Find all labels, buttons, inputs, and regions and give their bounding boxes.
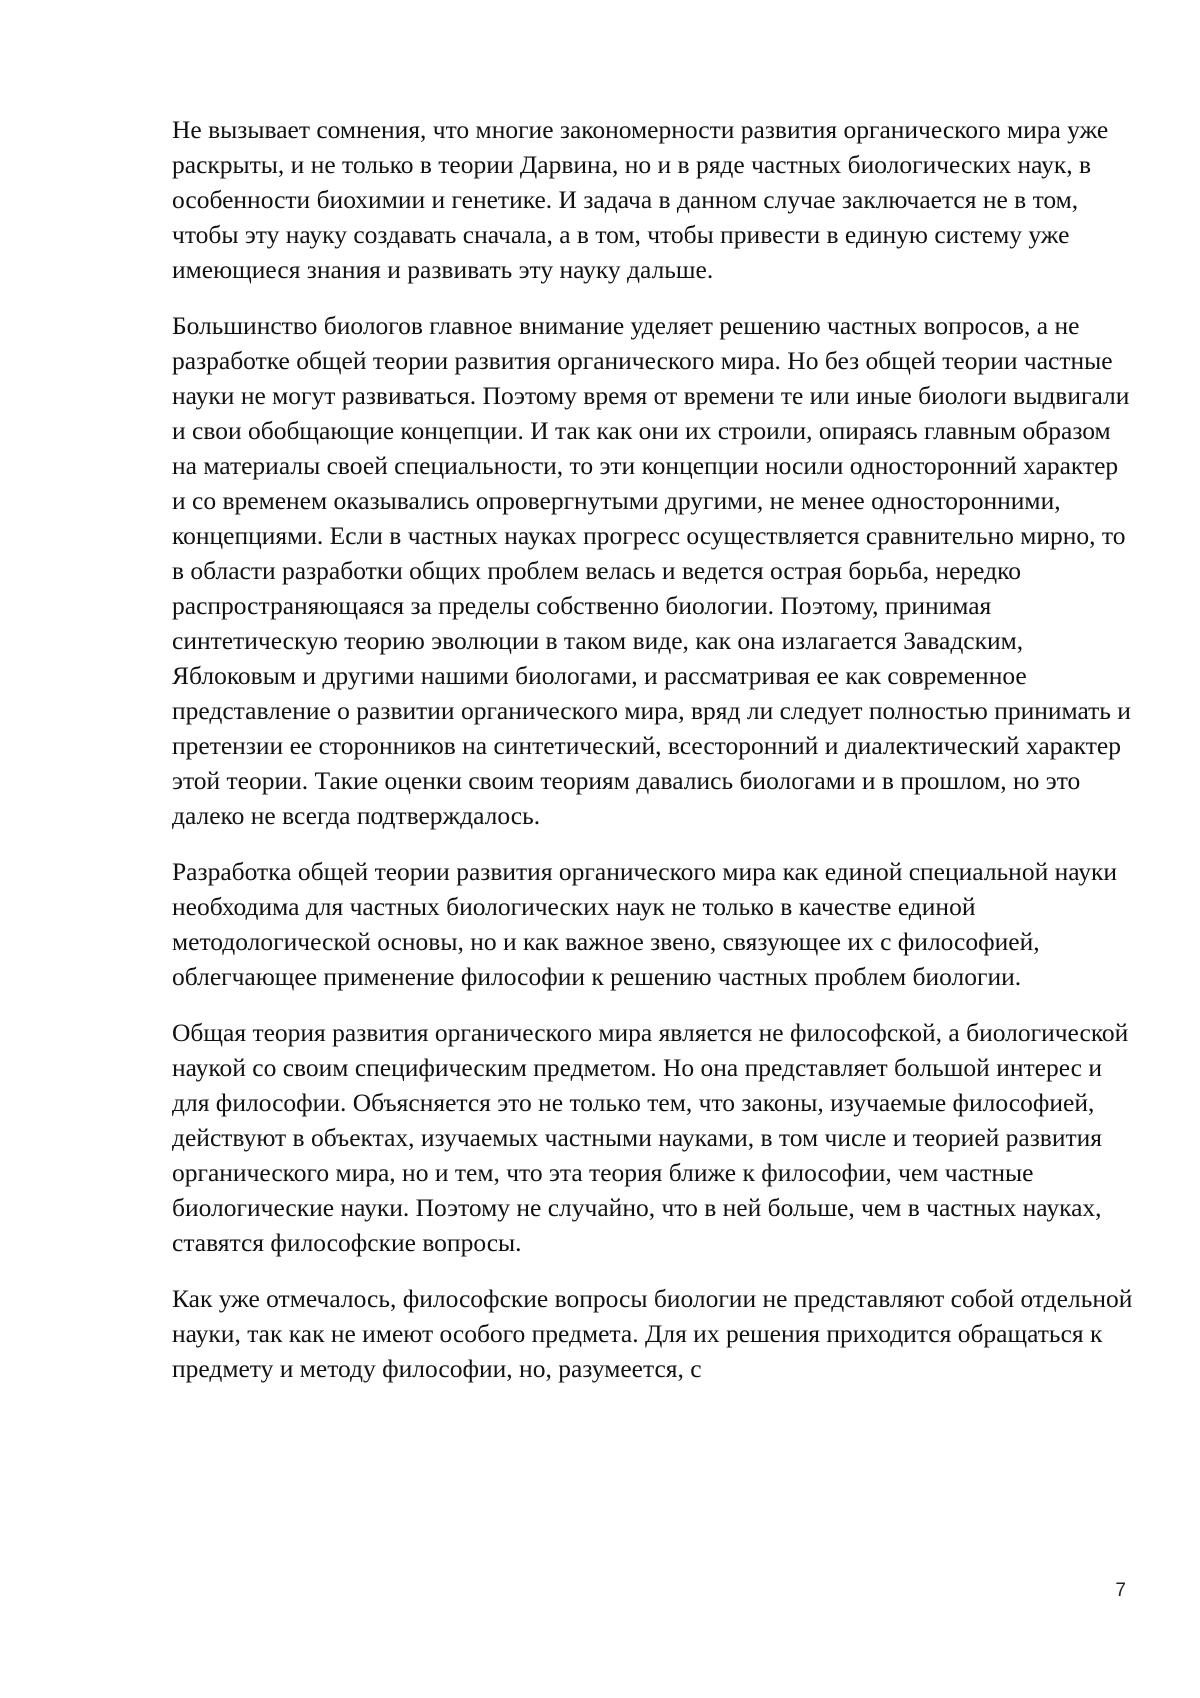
body-text <box>172 112 1134 1407</box>
paragraph-4: Общая теория развития органического мира является не философской, а биологической наукой со своим специфическим предметом. Но она представляет большой интерес и для философии. Объясняется это не только тем, что законы, изучаемые философией, действуют в объектах, изучаемых частными науками, в том числе и теорией развития органического мира, но и тем, что эта теория ближе к философии, чем частные биологические науки. Поэтому не случайно, что в ней больше, чем в частных науках, ставятся философские вопросы. <box>172 1018 1129 1257</box>
paragraph-3: Разработка общей теории развития органического мира как единой специальной науки необходима для частных биологических наук не только в качестве единой методологической основы, но и как важное звено, связующее их с философией, облегчающее применение философии к решению частных проблем биологии. <box>172 857 1118 991</box>
paragraph-1: Не вызывает сомнения, что многие закономерности развития органического мира уже раскрыты, и не только в теории Дарвина, но и в ряде частных биологических наук, в особенности биохимии и генетике. И задача в данном случае заключается не в том, чтобы эту науку создавать сначала, а в том, чтобы привести в единую систему уже имеющиеся знания и развивать эту науку дальше. <box>172 115 1109 284</box>
paragraph-2: Большинство биологов главное внимание уделяет решению частных вопросов, а не разработке общей теории развития органического мира. Но без общей теории частные науки не могут развиваться. Поэтому время от времени те или иные биологи выдвигали и свои обобщающие концепции. И так как они их строили, опираясь главным образом на материалы своей специальности, то эти концепции носили односторонний характер и со временем оказывались опровергнутыми другими, не менее односторонними, концепциями. Если в частных науках прогресс осуществляется сравнительно мирно, то в области разработки общих проблем велась и ведется острая борьба, нередко распространяющаяся за пределы собственно биологии. Поэтому, принимая синтетическую теорию эволюции в таком виде, как она излагается Завадским, Яблоковым и другими нашими биологами, и рассматривая ее как современное представление о развитии органического мира, вряд ли следует полностью принимать и претензии ее сторонников на синтетический, всесторонний и диалектический характер этой теории. Такие оценки своим теориям давались биологами и в прошлом, но это далеко не всегда подтверждалось. <box>172 311 1131 830</box>
page-number: 7 <box>1115 1580 1126 1601</box>
paragraph-5: Как уже отмечалось, философские вопросы биологии не представляют собой отдельной науки, так как не имеют особого предмета. Для их решения приходится обращаться к предмету и методу философии, но, разумеется, с <box>172 1284 1133 1383</box>
